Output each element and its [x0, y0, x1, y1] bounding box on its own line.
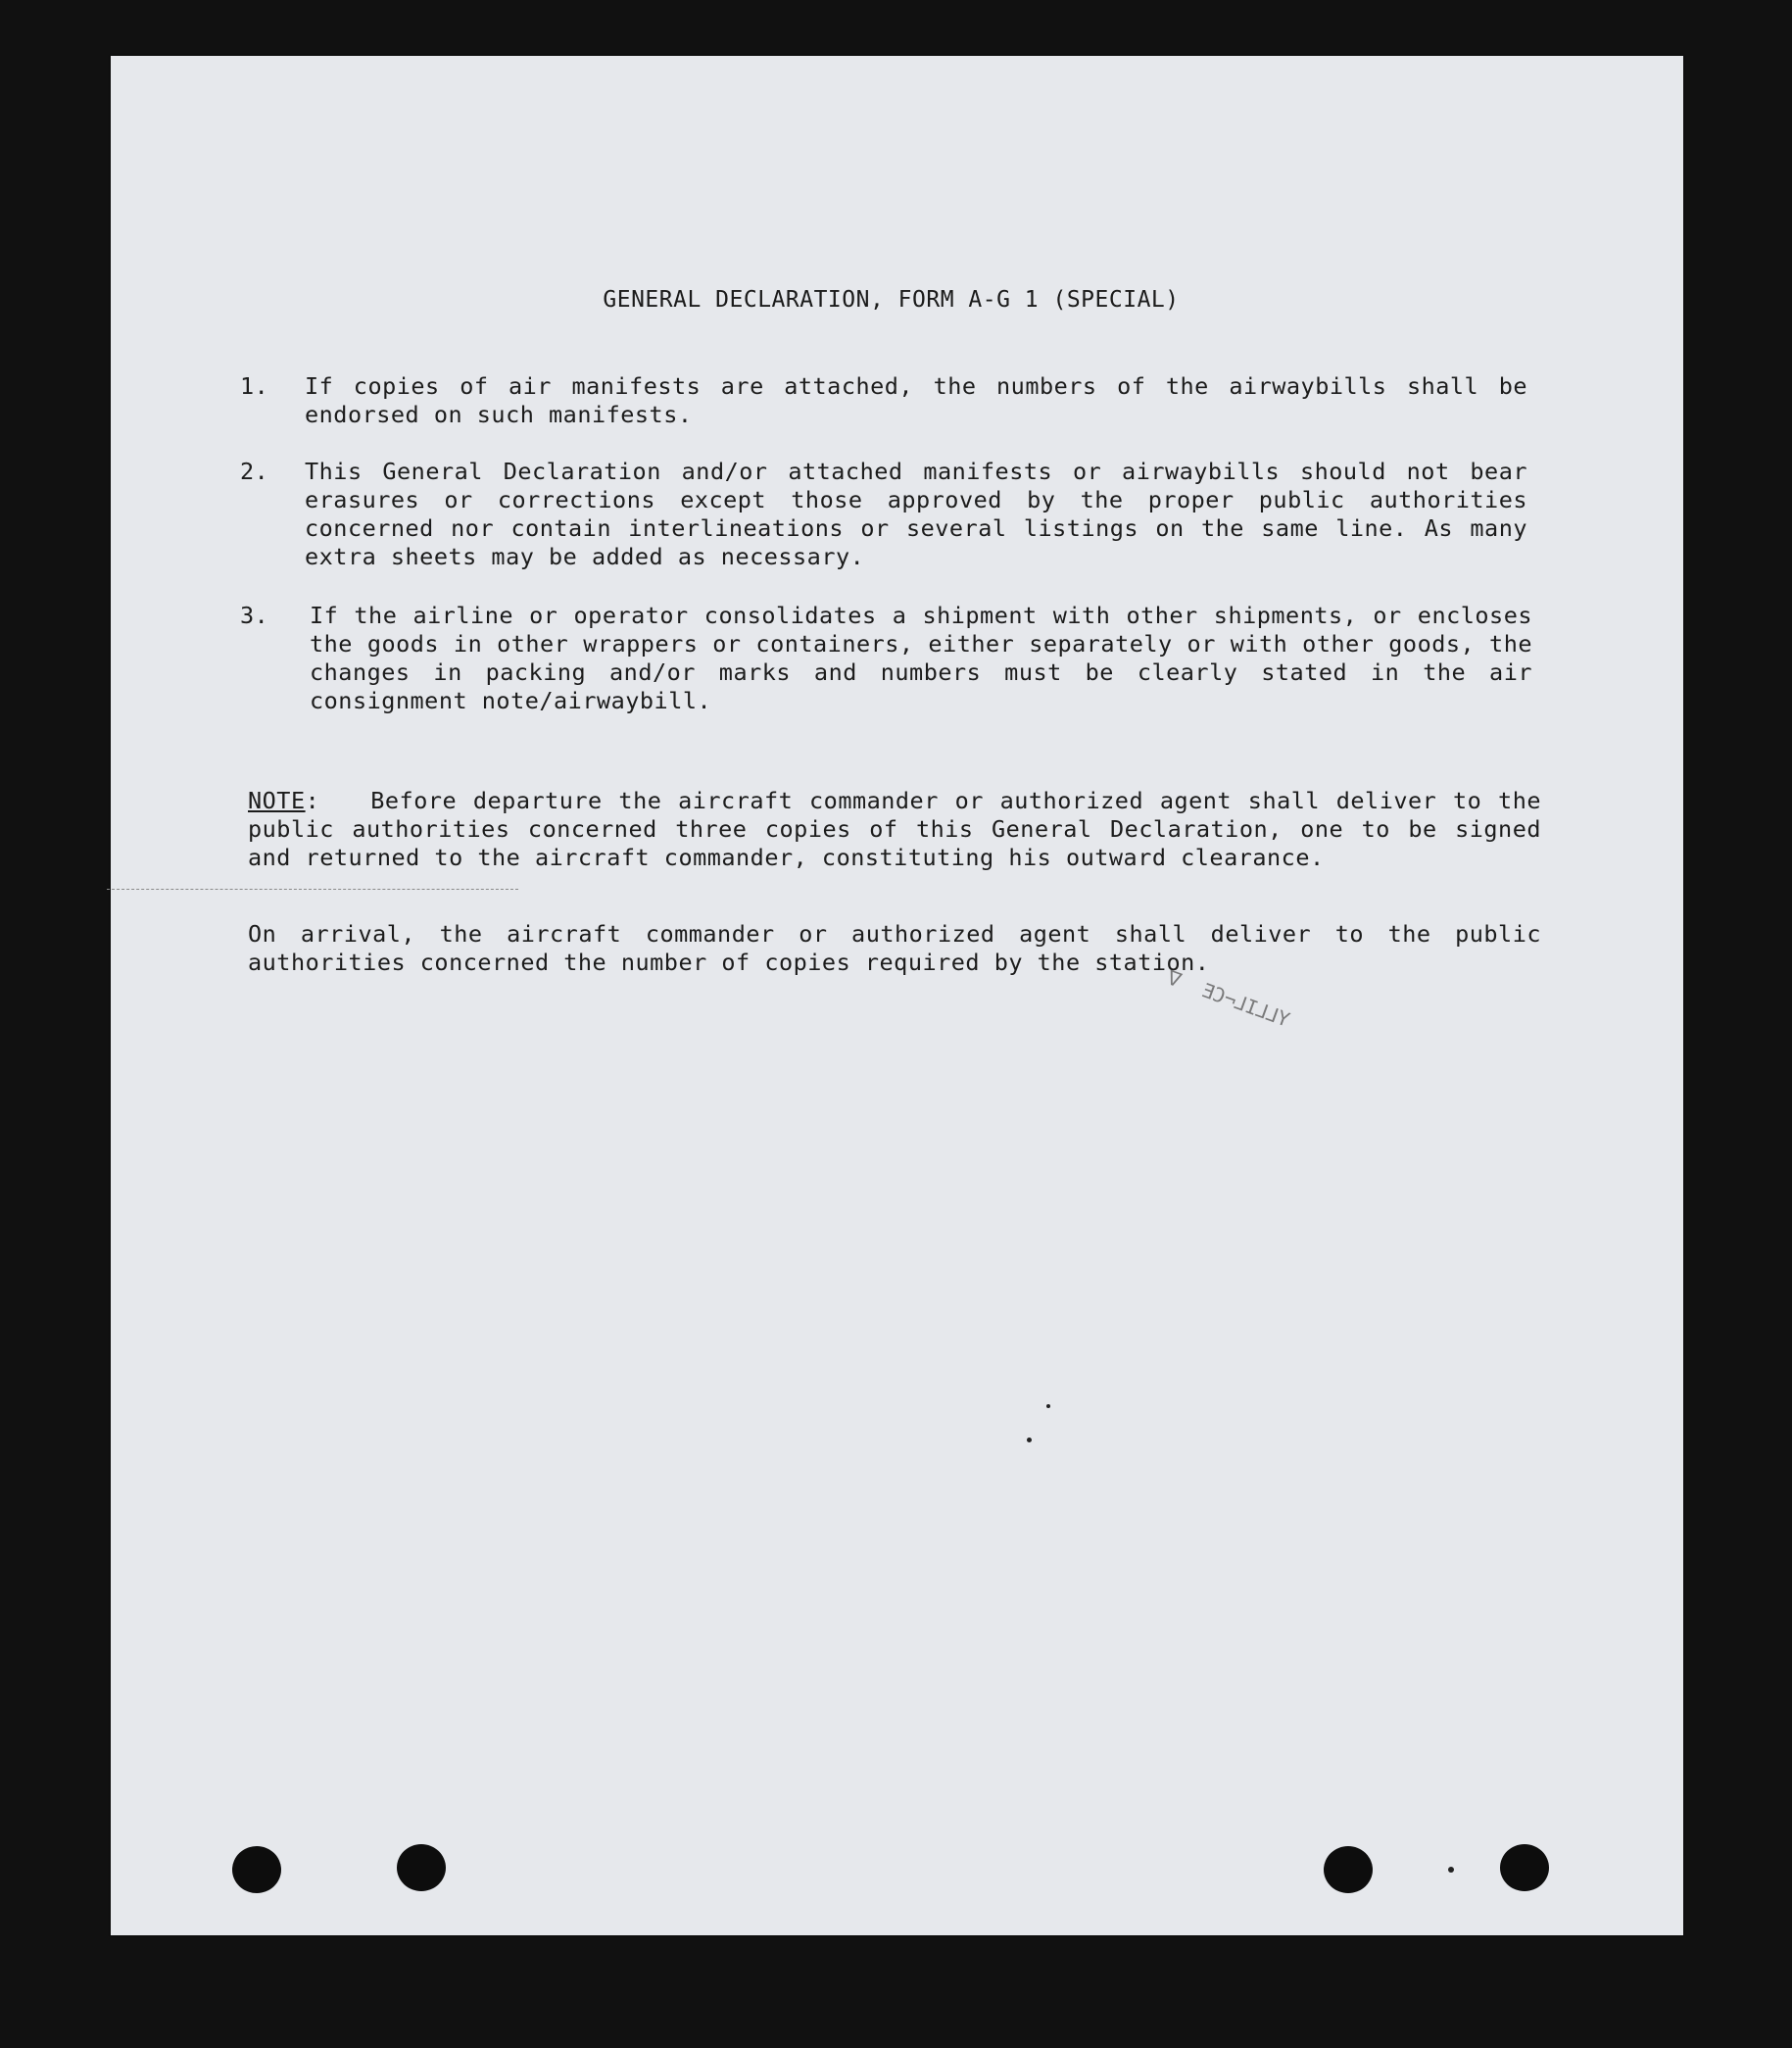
ink-speck: [1027, 1438, 1032, 1442]
punch-hole: [1500, 1844, 1549, 1891]
note-text: Before departure the aircraft commander or authorized agent shall deliver to the public authorities concerned three copies of this General Declaration, one to be signed and returned to the aircraft commander, constituting his outward clearance.: [248, 787, 1541, 871]
faded-stamp-mark: ᐁ ƎƆ¬⅃I⅃⅃Y: [1163, 965, 1293, 1032]
item-number: 1.: [240, 372, 269, 400]
punch-hole: [232, 1846, 281, 1893]
item-text: This General Declaration and/or attached manifests or airwaybills should not bear erasures or corrections except those approved by the proper public authorities concerned nor contain interlineations or several listings on the same line. As many extra sheets may be added as necessary.: [305, 458, 1527, 570]
ink-speck: [1448, 1867, 1454, 1873]
item-text: If the airline or operator consolidates a shipment with other shipments, or encloses the goods in other wrappers or containers, either separately or with other goods, the changes in packing and/or marks and numbers must be clearly stated in the air consignment note/airwaybill.: [310, 602, 1532, 714]
document-title: GENERAL DECLARATION, FORM A-G 1 (SPECIAL): [603, 287, 1180, 313]
item-number: 3.: [240, 602, 269, 629]
dashed-line-artifact: [107, 889, 518, 890]
punch-hole: [1324, 1846, 1373, 1893]
departure-note: [248, 787, 1541, 872]
item-number: 2.: [240, 458, 269, 485]
item-text: If copies of air manifests are attached, the numbers of the airwaybills shall be endorsed on such manifests.: [305, 372, 1527, 428]
ink-speck: [1046, 1404, 1050, 1408]
document-page: [111, 56, 1683, 1935]
punch-hole: [397, 1844, 446, 1891]
note-label: NOTE: [248, 787, 306, 814]
arrival-paragraph: On arrival, the aircraft commander or authorized agent shall deliver to the public authorities concerned the number of copies required by the station.: [248, 920, 1541, 976]
note-colon: :: [305, 787, 320, 814]
